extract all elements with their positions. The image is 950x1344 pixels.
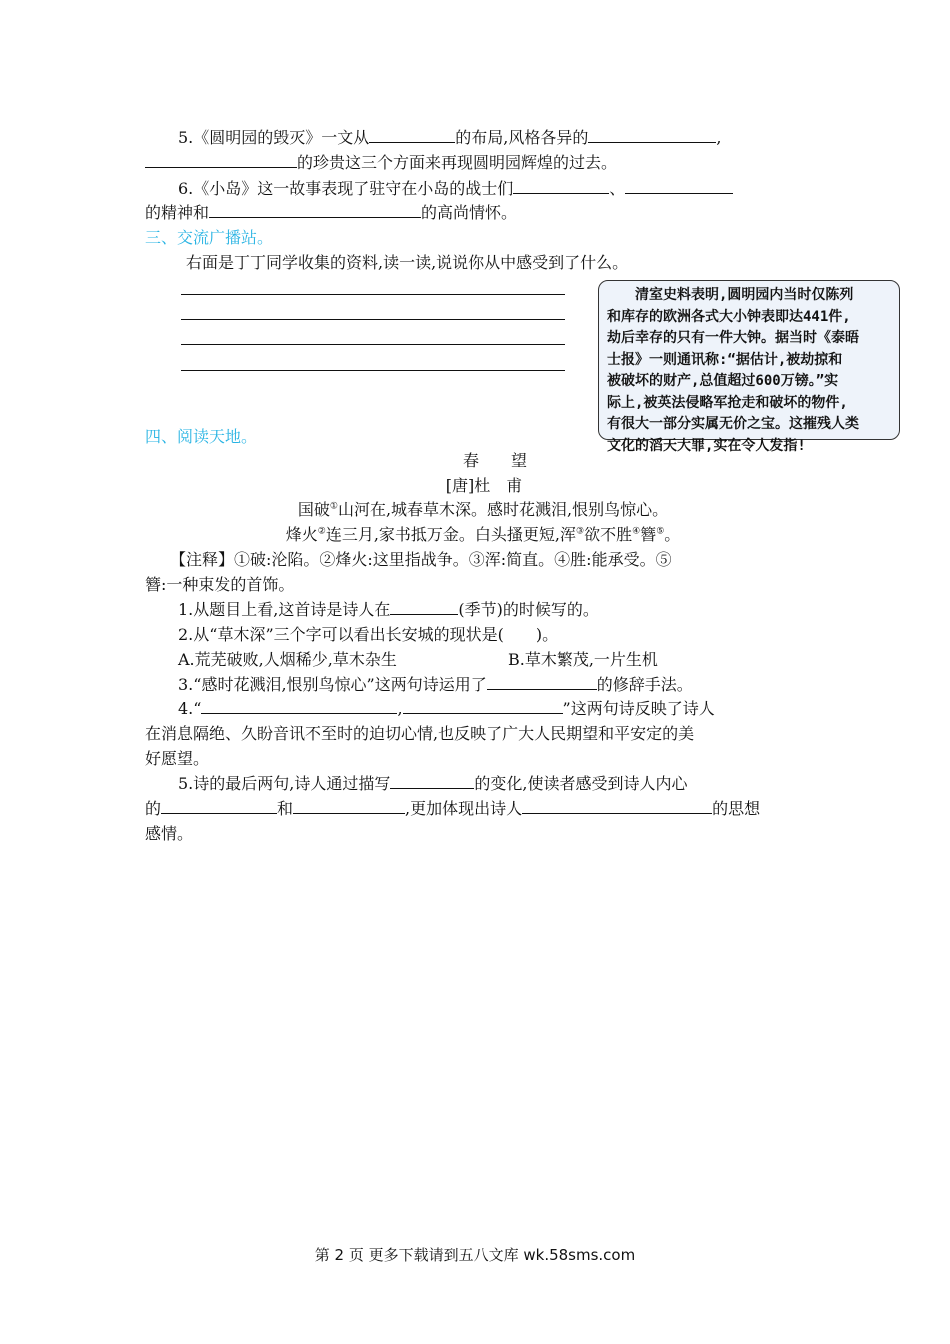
s4-q4-blank-2[interactable] (403, 699, 563, 714)
q5-blank-1[interactable] (369, 128, 455, 143)
notes-line-1: 【注释】①破:沦陷。②烽火:这里指战争。③浑:简直。④胜:能承受。⑤ (170, 550, 672, 569)
info-box (598, 280, 900, 454)
s4-q5-blank-3[interactable] (293, 799, 405, 814)
s4-q5-blank-4[interactable] (522, 799, 712, 814)
section3-prompt: 右面是丁丁同学收集的资料,读一读,说说你从中感受到了什么。 (186, 253, 629, 272)
s4-q4-line1 (178, 699, 715, 719)
q6-blank-3[interactable] (209, 203, 421, 218)
s4-q5-line3: 感情。 (145, 824, 194, 843)
poem-line-1-a: 国破 (297, 500, 330, 519)
q5-text-b: 的布局,风格各异的 (455, 128, 589, 147)
s4-q2: 2.从“草木深”三个字可以看出长安城的现状是( )。 (178, 625, 559, 644)
q5-text-a: 5.《圆明园的毁灭》一文从 (178, 128, 370, 147)
page-footer: 第 2 页 更多下载请到五八文库 wk.58sms.com (314, 1246, 636, 1264)
s4-q1 (178, 600, 599, 620)
q6-text-c: 的精神和 (145, 203, 210, 222)
info-box-line-8: 文化的滔天大罪,实在令人发指! (607, 437, 806, 454)
s4-q3-text-a: 3.“感时花溅泪,恨别鸟惊心”这两句诗运用了 (178, 675, 487, 694)
s4-q1-blank[interactable] (390, 600, 458, 615)
q5-text-c: , (716, 128, 722, 147)
q5-blank-2[interactable] (588, 128, 716, 143)
answer-line-1[interactable] (181, 294, 565, 295)
q5-line2 (145, 153, 617, 173)
q6-text-d: 的高尚情怀。 (421, 203, 518, 222)
note-mark-1: ① (329, 501, 338, 512)
s4-q5-text-e: ,更加体现出诗人 (405, 799, 523, 818)
poem-line-2-c: 欲不胜 (584, 525, 633, 544)
s4-q5-text-a: 5.诗的最后两句,诗人通过描写 (178, 774, 391, 793)
note-mark-2: ② (317, 526, 326, 537)
answer-line-4[interactable] (181, 370, 565, 371)
q6-blank-1[interactable] (513, 179, 609, 194)
s4-q2-option-a[interactable]: A.荒芜破败,人烟稀少,草木杂生 (178, 650, 397, 669)
poem-author: [唐]杜 甫 (445, 476, 523, 495)
poem-line-2-d: 簪 (640, 525, 657, 544)
info-box-line-2: 和库存的欧洲各式大小钟表即达441件, (607, 308, 851, 325)
s4-q5-text-f: 的思想 (712, 799, 761, 818)
info-box-line-1: 清室史料表明,圆明园内当时仅陈列 (635, 287, 854, 303)
poem-line-1 (0, 500, 950, 520)
s4-q5-blank-2[interactable] (161, 799, 277, 814)
q5-text-d: 的珍贵这三个方面来再现圆明园辉煌的过去。 (297, 153, 618, 172)
q6-text-b: 、 (609, 179, 626, 198)
s4-q4-line2: 在消息隔绝、久盼音讯不至时的迫切心情,也反映了广大人民期望和平安定的美 (145, 724, 695, 743)
info-box-line-4: 士报》一则通讯称:“据估计,被劫掠和 (607, 351, 843, 368)
poem-line-2-a: 烽火 (285, 525, 318, 544)
poem-line-2-b: 连三月,家书抵万金。白头搔更短,浑 (325, 525, 576, 544)
s4-q5-line1 (178, 774, 687, 794)
s4-q3-blank[interactable] (487, 675, 597, 690)
s4-q1-text-a: 1.从题目上看,这首诗是诗人在 (178, 600, 391, 619)
q5-blank-3[interactable] (145, 153, 297, 168)
q6-blank-2[interactable] (625, 179, 733, 194)
s4-q4-text-c: ”这两句诗反映了诗人 (562, 699, 715, 718)
q5-line1 (178, 128, 721, 148)
note-mark-4: ④ (632, 526, 641, 537)
answer-line-2[interactable] (181, 319, 565, 320)
s4-q4-text-b: , (397, 699, 403, 718)
q6-line2 (145, 203, 517, 223)
section4-heading: 四、阅读天地。 (145, 427, 258, 446)
poem-line-2 (0, 525, 950, 545)
s4-q4-blank-1[interactable] (201, 699, 397, 714)
notes-line-2: 簪:一种束发的首饰。 (145, 575, 295, 594)
poem-line-1-b: 山河在,城春草木深。感时花溅泪,恨别鸟惊心。 (337, 500, 669, 519)
s4-q5-blank-1[interactable] (390, 774, 474, 789)
info-box-line-7: 有很大一部分实属无价之宝。这摧残人类 (607, 416, 859, 432)
s4-q5-line2 (145, 799, 760, 819)
s4-q3-text-b: 的修辞手法。 (596, 675, 693, 694)
s4-q4-text-a: 4.“ (178, 699, 202, 718)
note-mark-3: ③ (576, 526, 585, 537)
section3-heading: 三、交流广播站。 (145, 228, 274, 247)
s4-q4-line3: 好愿望。 (145, 749, 210, 768)
note-mark-5: ⑤ (656, 526, 665, 537)
s4-q5-text-c: 的 (145, 799, 162, 818)
info-box-line-3: 劫后幸存的只有一件大钟。据当时《泰晤 (607, 330, 859, 346)
s4-q5-text-b: 的变化,使读者感受到诗人内心 (474, 774, 688, 793)
q6-text-a: 6.《小岛》这一故事表现了驻守在小岛的战士们 (178, 179, 514, 198)
s4-q1-text-b: (季节)的时候写的。 (458, 600, 599, 619)
s4-q2-option-b[interactable]: B.草木繁茂,一片生机 (508, 650, 658, 669)
s4-q5-text-d: 和 (277, 799, 294, 818)
info-box-line-6: 际上,被英法侵略军抢走和破坏的物件, (607, 394, 848, 411)
q6-line1 (178, 179, 733, 199)
answer-line-3[interactable] (181, 344, 565, 345)
poem-line-2-e: 。 (664, 525, 681, 544)
info-box-line-5: 被破坏的财产,总值超过600万镑。”实 (607, 373, 839, 389)
s4-q3 (178, 675, 693, 695)
poem-title: 春 望 (462, 451, 527, 470)
